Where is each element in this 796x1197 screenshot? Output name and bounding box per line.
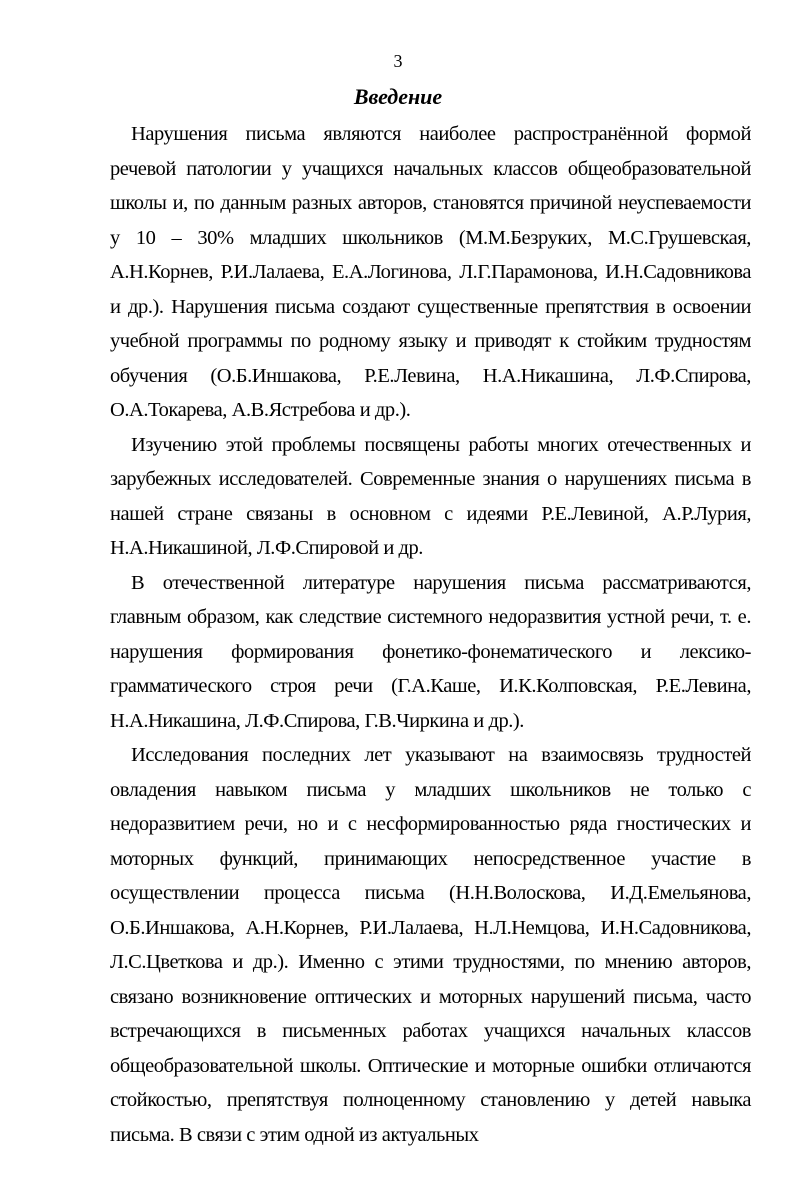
paragraph-1: Нарушения письма являются наиболее распространённой формой речевой патологии у учащихся начальных классов общеобразовательной школы и, по данным разных авторов, становятся причиной неуспеваемости у 10 – 30% младших школьников (М.М.Безруких, М.С.Грушевская, А.Н.Корнев, Р.И.Лалаева, Е.А.Логинова, Л.Г.Парамонова, И.Н.Садовникова и др.). Нарушения письма создают существенные препятствия в освоении учебной программы по родному языку и приводят к стойким трудностям обучения (О.Б.Иншакова, Р.Е.Левина, Н.А.Никашина, Л.Ф.Спирова, О.А.Токарева, А.В.Ястребова и др.).: [110, 123, 751, 421]
page-number: 3: [393, 51, 403, 71]
paragraph-4: Исследования последних лет указывают на взаимосвязь трудностей овладения навыком письма у младших школьников не только с недоразвитием речи, но и с несформированностью ряда гностических и моторных функций, принимающих непосредственное участие в осуществлении процесса письма (Н.Н.Волоскова, И.Д.Емельянова, О.Б.Иншакова, А.Н.Корнев, Р.И.Лалаева, Н.Л.Немцова, И.Н.Садовникова, Л.С.Цветкова и др.). Именно с этими трудностями, по мнению авторов, связано возникновение оптических и моторных нарушений письма, часто встречающихся в письменных работах учащихся начальных классов общеобразовательной школы. Оптические и моторные ошибки отличаются стойкостью, препятствуя полноценному становлению у детей навыка письма. В связи с этим одной из актуальных: [110, 744, 751, 1146]
section-title: Введение: [353, 84, 443, 109]
paragraph-2: Изучению этой проблемы посвящены работы многих отечественных и зарубежных исследователей. Современные знания о нарушениях письма в нашей стране связаны в основном с идеями Р.Е.Левиной, А.Р.Лурия, Н.А.Никашиной, Л.Ф.Спировой и др.: [110, 433, 751, 559]
paragraph-3: В отечественной литературе нарушения письма рассматриваются, главным образом, как следствие системного недоразвития устной речи, т. е. нарушения формирования фонетико-фонематического и лексико-грамматического строя речи (Г.А.Каше, И.К.Колповская, Р.Е.Левина, Н.А.Никашина, Л.Ф.Спирова, Г.В.Чиркина и др.).: [110, 571, 751, 732]
body-text: [110, 117, 751, 1152]
